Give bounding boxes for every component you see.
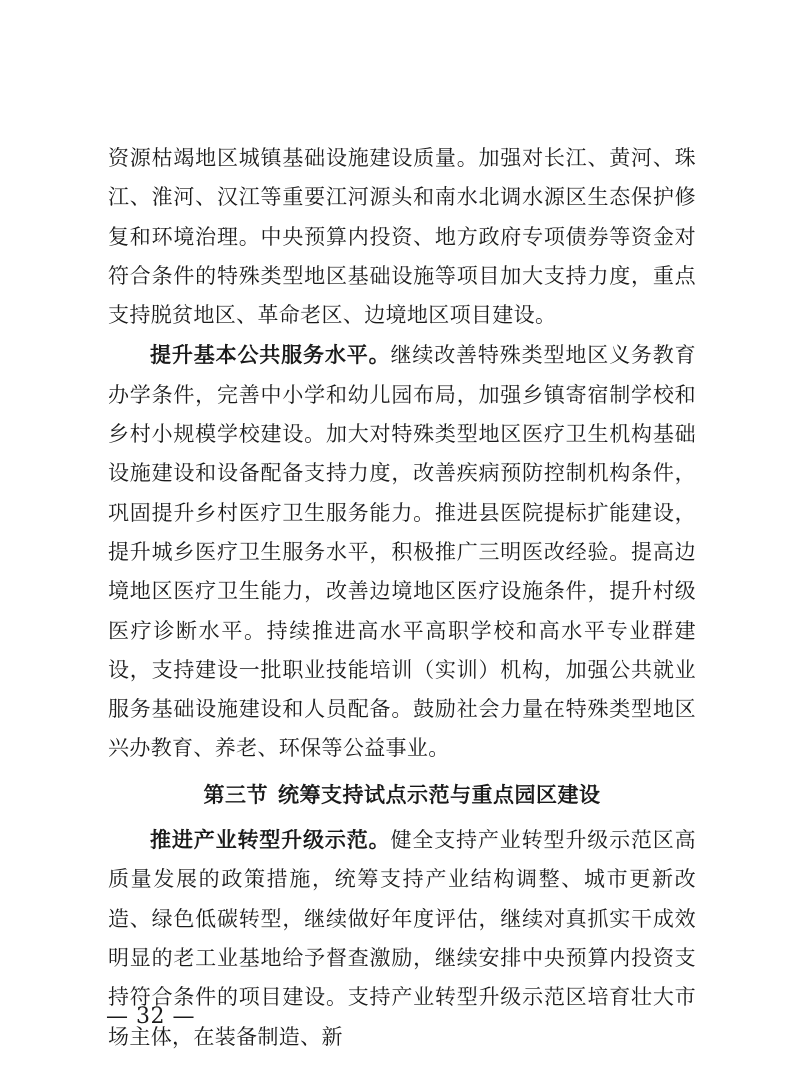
paragraph-lead: 推进产业转型升级示范。 bbox=[150, 827, 391, 853]
paragraph-continued bbox=[108, 138, 696, 335]
paragraph-public-services bbox=[108, 335, 696, 768]
document-body bbox=[108, 138, 696, 1057]
paragraph-lead: 提升基本公共服务水平。 bbox=[150, 342, 391, 368]
paragraph-industrial-upgrade bbox=[108, 820, 696, 1057]
paragraph-text: 资源枯竭地区城镇基础设施建设质量。加强对长江、黄河、珠江、淮河、汉江等重要江河源头和南水北调水源区生态保护修复和环境治理。中央预算内投资、地方政府专项债券等资金对符合条件的特殊类型地区基础设施等项目加大支持力度，重点支持脱贫地区、革命老区、边境地区项目建设。 bbox=[108, 146, 696, 328]
section-title: 统筹支持试点示范与重点园区建设 bbox=[278, 781, 601, 807]
section-heading bbox=[108, 775, 696, 814]
page-number: — 32 — bbox=[106, 1004, 195, 1029]
paragraph-text: 继续改善特殊类型地区义务教育办学条件，完善中小学和幼儿园布局，加强乡镇寄宿制学校和乡村小规模学校建设。加大对特殊类型地区医疗卫生机构基础设施建设和设备配备支持力度，改善疾病预防控制机构条件，巩固提升乡村医疗卫生服务能力。推进县医院提标扩能建设，提升城乡医疗卫生服务水平，积极推广三明医改经验。提高边境地区医疗卫生能力，改善边境地区医疗设施条件，提升村级医疗诊断水平。持续推进高水平高职学校和高水平专业群建设，支持建设一批职业技能培训（实训）机构，加强公共就业服务基础设施建设和人员配备。鼓励社会力量在特殊类型地区兴办教育、养老、环保等公益事业。 bbox=[108, 343, 696, 761]
section-number: 第三节 bbox=[203, 781, 268, 807]
paragraph-text: 健全支持产业转型升级示范区高质量发展的政策措施，统筹支持产业结构调整、城市更新改造、绿色低碳转型，继续做好年度评估，继续对真抓实干成效明显的老工业基地给予督查激励，继续安排中央预算内投资支持符合条件的项目建设。支持产业转型升级示范区培育壮大市场主体，在装备制造、新 bbox=[108, 828, 696, 1049]
